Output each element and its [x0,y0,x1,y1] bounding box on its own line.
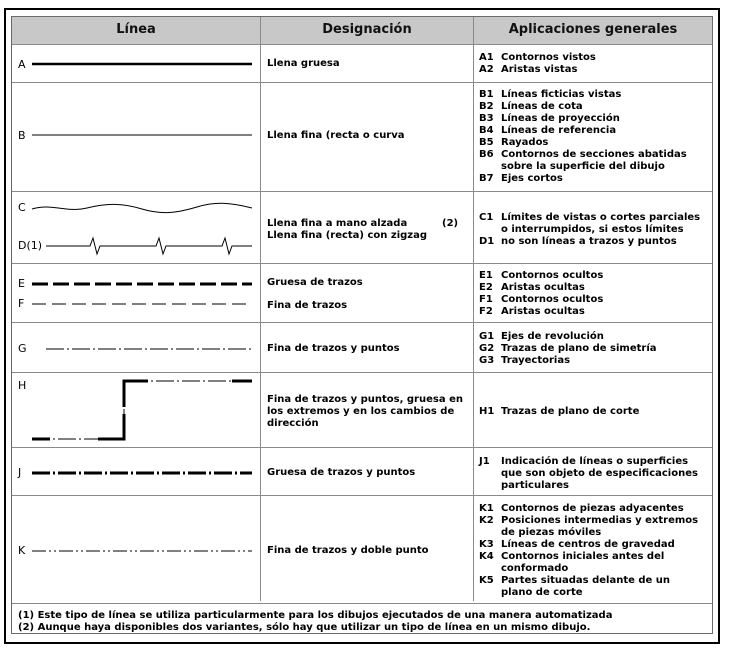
row-label-b: B [18,129,26,142]
row-divider [12,603,712,604]
row-label-g: G [18,342,27,355]
note-marker: (2) [442,218,459,229]
applications-cd: C1 Límites de vistas o cortes parciales o interrumpidos, si estos límites D1 no son líneas a trazos y puntos [479,212,701,247]
footnote-2: (2) Aunque haya disponibles dos variantes, sólo hay que utilizar un tipo de línea en un mismo dibujo. [18,622,591,633]
designation-b: Llena fina (recta o curva [267,130,405,141]
designation-h: Fina de trazos y puntos, gruesa en los extremos y en los cambios de dirección [267,394,463,429]
line-sample-k [12,17,260,577]
row-label-c: C [18,201,26,214]
line-types-table [11,16,713,634]
designation-j: Gruesa de trazos y puntos [267,467,416,478]
applications-k: K1 Contornos de piezas adyacentes K2 Posiciones intermedias y extremos de piezas móviles K3 Líneas de centros de gravedad K4 Contornos iniciales antes del conformado K5 Partes situadas delante de un plano de corte [479,503,699,598]
footnote-1: (1) Este tipo de línea se utiliza particularmente para los dibujos ejecutados de una manera automatizada [18,610,613,621]
row-label-e: E [18,277,25,290]
designation-a: Llena gruesa [267,58,340,69]
designation-k: Fina de trazos y doble punto [267,545,429,556]
applications-j: J1 Indicación de líneas o superficies que son objeto de especificaciones particulares [479,456,698,491]
column-divider [260,17,261,601]
table-frame [4,8,720,644]
row-label-a: A [18,58,26,71]
designation-cd: Llena fina a mano alzada (2) Llena fina (recta) con zigzag [267,218,459,241]
applications-ef: E1 Contornos ocultos E2 Aristas ocultas F1 Contornos ocultos F2 Aristas ocultas [479,270,604,317]
row-label-d: D(1) [18,239,43,252]
header-linea: Línea [12,17,260,44]
designation-g: Fina de trazos y puntos [267,343,400,354]
designation-ef: Gruesa de trazos Fina de trazos [267,277,363,311]
header-designacion: Designación [261,17,473,44]
applications-h: H1 Trazas de plano de corte [479,406,640,417]
applications-g: G1 Ejes de revolución G2 Trazas de plano de simetría G3 Trayectorias [479,331,657,366]
footnotes [18,610,710,634]
row-label-h: H [18,379,27,392]
header-aplicaciones: Aplicaciones generales [474,17,712,44]
column-divider [473,17,474,601]
applications-a: A1 Contornos vistos A2 Aristas vistas [479,52,596,75]
applications-b: B1 Líneas ficticias vistas B2 Líneas de cota B3 Líneas de proyección B4 Líneas de referencia B5 Rayados B6 Contornos de secciones abatidas sobre la superficie del dibujo B7 Ejes cortos [479,89,687,184]
row-label-k: K [18,544,26,557]
row-label-f: F [18,297,25,310]
row-label-j: J [18,466,22,479]
